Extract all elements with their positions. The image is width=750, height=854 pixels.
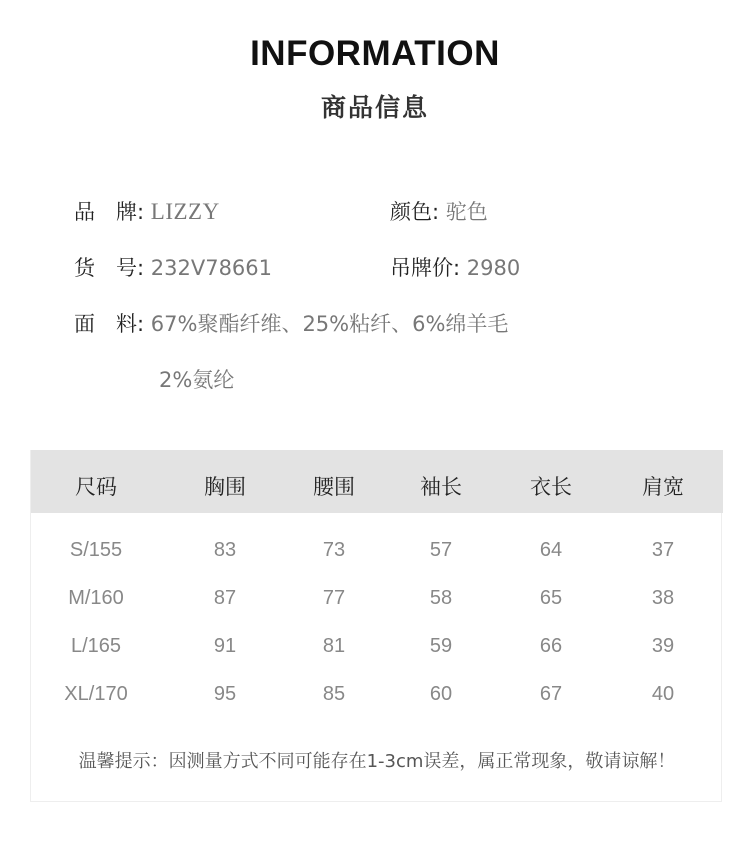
cell-sleeve: 58	[429, 587, 453, 609]
fabric-value-line1: 67%聚酯纤维、25%粘纤、6%绵羊毛	[150, 312, 509, 336]
item-value: 232V78661	[150, 256, 273, 280]
cell-waist: 77	[322, 587, 346, 609]
brand-value: LIZZY	[150, 199, 220, 224]
cell-length: 64	[539, 539, 563, 561]
cell-size: S/155	[69, 539, 123, 561]
cell-sleeve: 59	[429, 635, 453, 657]
cell-shoulder: 37	[651, 539, 675, 561]
cell-waist: 81	[322, 635, 346, 657]
fabric-label: 面 料:	[74, 312, 145, 336]
header-waist: 腰围	[313, 475, 355, 499]
fabric-row	[74, 310, 508, 338]
title-en: INFORMATION	[250, 34, 500, 73]
cell-chest: 95	[213, 683, 237, 705]
price-label: 吊牌价:	[390, 256, 461, 280]
header-sleeve: 袖长	[420, 475, 462, 499]
color-row	[390, 198, 488, 226]
cell-length: 67	[539, 683, 563, 705]
size-table-header	[31, 450, 723, 513]
cell-chest: 83	[213, 539, 237, 561]
cell-waist: 73	[322, 539, 346, 561]
cell-shoulder: 40	[651, 683, 675, 705]
size-table	[30, 450, 722, 802]
cell-chest: 87	[213, 587, 237, 609]
header-size: 尺码	[75, 475, 117, 499]
brand-label: 品 牌:	[74, 200, 145, 224]
cell-shoulder: 38	[651, 587, 675, 609]
fabric-row-2	[159, 366, 234, 394]
brand-row	[74, 198, 220, 226]
cell-chest: 91	[213, 635, 237, 657]
cell-sleeve: 60	[429, 683, 453, 705]
cell-shoulder: 39	[651, 635, 675, 657]
item-label: 货 号:	[74, 256, 145, 280]
color-label: 颜色:	[390, 200, 440, 224]
header-chest: 胸围	[204, 475, 246, 499]
cell-length: 65	[539, 587, 563, 609]
cell-length: 66	[539, 635, 563, 657]
color-value: 驼色	[445, 200, 488, 224]
measurement-note: 温馨提示：因测量方式不同可能存在1-3cm误差，属正常现象，敬请谅解！	[78, 751, 676, 772]
item-row	[74, 254, 272, 282]
fabric-value-line2: 2%氨纶	[159, 368, 235, 392]
cell-size: L/165	[70, 635, 122, 657]
cell-size: XL/170	[64, 683, 128, 705]
title-cn: 商品信息	[320, 93, 429, 122]
price-row	[390, 254, 520, 282]
cell-size: M/160	[68, 587, 124, 609]
cell-waist: 85	[322, 683, 346, 705]
cell-sleeve: 57	[429, 539, 453, 561]
header-length: 衣长	[530, 475, 572, 499]
header-shoulder: 肩宽	[642, 475, 684, 499]
price-value: 2980	[466, 256, 521, 280]
